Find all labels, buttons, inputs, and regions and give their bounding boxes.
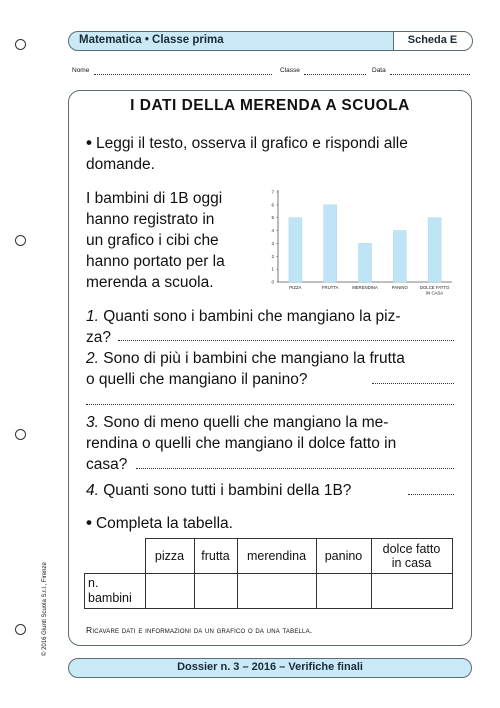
- subject-title: Matematica • Classe prima: [79, 34, 224, 46]
- answer-line[interactable]: [118, 340, 454, 341]
- copyright-text: © 2016 Giunti Scuola S.r.l., Firenze: [42, 562, 48, 656]
- table-row: [85, 573, 453, 608]
- answer-line[interactable]: [372, 383, 454, 384]
- table-header: frutta: [194, 539, 237, 574]
- header-bar: [68, 31, 472, 51]
- intro-line: I bambini di 1B oggi: [86, 190, 223, 207]
- y-tick-label: 4: [271, 228, 274, 234]
- intro-line: hanno portato per la: [86, 253, 225, 270]
- question-text: Sono di meno quelli che mangiano la me-: [103, 414, 389, 431]
- chart-svg: [268, 186, 454, 304]
- question-text: casa?: [86, 456, 128, 473]
- learning-objective: Ricavare dati e informazioni da un grafico o da una tabella.: [86, 625, 313, 635]
- name-blank: [94, 74, 272, 75]
- table-header: merendina: [237, 539, 316, 574]
- question-number: 1.: [86, 308, 99, 325]
- question-3: [86, 412, 466, 475]
- question-text: Quanti sono i bambini che mangiano la piz-: [103, 308, 401, 325]
- x-tick-label: MERENDINA: [352, 285, 378, 290]
- table-cell-input[interactable]: [145, 573, 194, 608]
- table-header: [371, 539, 452, 574]
- question-number: 4.: [86, 482, 99, 499]
- y-tick-label: 6: [271, 202, 274, 208]
- intro-text: [86, 188, 266, 293]
- footer-bar: Dossier n. 3 – 2016 – Verifiche finali: [68, 658, 472, 678]
- punch-hole: [15, 235, 26, 246]
- table-header-line: in casa: [391, 555, 432, 570]
- question-text: o quelli che mangiano il panino?: [86, 371, 308, 388]
- instruction-read: [86, 132, 466, 175]
- question-text: Quanti sono tutti i bambini della 1B?: [103, 482, 352, 499]
- question-4: [86, 480, 466, 501]
- date-blank: [390, 74, 470, 75]
- x-tick-label: PANINO: [391, 285, 408, 290]
- answer-line[interactable]: [86, 404, 454, 405]
- bullet-icon: •: [86, 513, 92, 532]
- x-tick-label: FRUTTA: [321, 285, 339, 290]
- question-text: Sono di più i bambini che mangiano la frutta: [103, 350, 405, 367]
- y-tick-label: 2: [271, 253, 274, 259]
- punch-hole: [15, 429, 26, 440]
- instruction-table: [86, 512, 466, 534]
- question-text: za?: [86, 329, 111, 346]
- bar: [359, 243, 372, 282]
- table-header-row: [85, 539, 453, 574]
- bar: [393, 231, 406, 282]
- table-cell-input[interactable]: [237, 573, 316, 608]
- data-table: [84, 538, 453, 609]
- intro-line: hanno registrato in: [86, 211, 215, 228]
- y-tick-label: 3: [271, 240, 274, 246]
- question-number: 3.: [86, 414, 99, 431]
- punch-hole: [15, 39, 26, 50]
- question-text: rendina o quelli che mangiano il dolce fatto in: [86, 435, 397, 452]
- instruction-text: Completa la tabella.: [95, 515, 233, 532]
- y-tick-label: 0: [271, 279, 274, 285]
- instruction-text: Leggi il testo, osserva il grafico e rispondi alle domande.: [86, 135, 408, 173]
- name-line: [72, 67, 472, 79]
- row-label: [85, 573, 146, 608]
- question-number: 2.: [86, 350, 99, 367]
- table-cell-input[interactable]: [316, 573, 371, 608]
- page-title: I DATI DELLA MERENDA A SCUOLA: [130, 97, 410, 114]
- question-1: [86, 306, 466, 348]
- answer-line[interactable]: [408, 494, 454, 495]
- bar: [428, 218, 441, 282]
- row-label-line: bambini: [88, 590, 132, 605]
- name-label: Nome: [72, 67, 90, 74]
- table-cell-input[interactable]: [194, 573, 237, 608]
- date-label: Data: [372, 67, 386, 74]
- bar: [289, 218, 302, 282]
- x-tick-label: PIZZA: [289, 285, 302, 290]
- table-corner: [85, 539, 146, 574]
- answer-line[interactable]: [136, 468, 454, 469]
- class-label: Classe: [280, 67, 300, 74]
- x-tick-label: IN CASA: [425, 290, 444, 296]
- class-blank: [304, 74, 366, 75]
- snack-bar-chart: [268, 186, 454, 304]
- y-tick-label: 7: [271, 189, 274, 195]
- intro-line: merenda a scuola.: [86, 274, 214, 291]
- y-tick-label: 5: [271, 215, 274, 221]
- intro-line: un grafico i cibi che: [86, 232, 219, 249]
- table-header: panino: [316, 539, 371, 574]
- y-tick-label: 1: [271, 266, 274, 272]
- table-cell-input[interactable]: [371, 573, 452, 608]
- punch-hole: [15, 624, 26, 635]
- bar: [324, 205, 337, 282]
- table-header-line: dolce fatto: [382, 541, 441, 556]
- table-header: pizza: [145, 539, 194, 574]
- x-tick-label: DOLCE FATTO: [419, 285, 450, 290]
- bullet-icon: •: [86, 133, 92, 152]
- sheet-label: Scheda E: [393, 31, 473, 51]
- row-label-line: n.: [88, 575, 99, 590]
